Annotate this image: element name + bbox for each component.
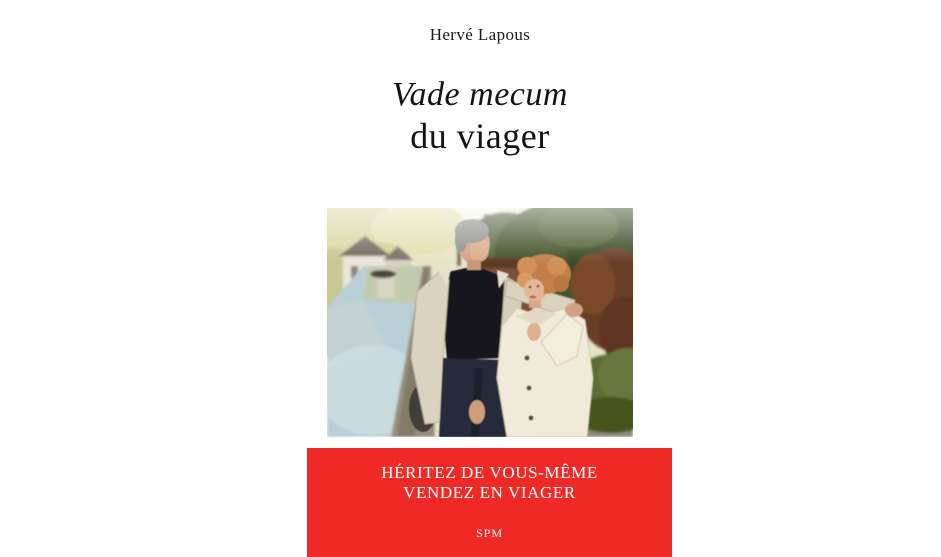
red-banner (307, 448, 672, 557)
banner-slogan-line1: HÉRITEZ DE VOUS-MÊME (381, 463, 598, 482)
couple-canal-photo-illustration (327, 208, 633, 437)
book-title-line1: Vade mecum (392, 76, 568, 113)
publisher-name: SPM (475, 526, 504, 540)
banner-slogan-line2: VENDEZ EN VIAGER (403, 483, 576, 502)
author-name: Hervé Lapous (429, 25, 531, 44)
book-title-line2: du viager (410, 116, 550, 156)
cover-photo (327, 208, 633, 437)
